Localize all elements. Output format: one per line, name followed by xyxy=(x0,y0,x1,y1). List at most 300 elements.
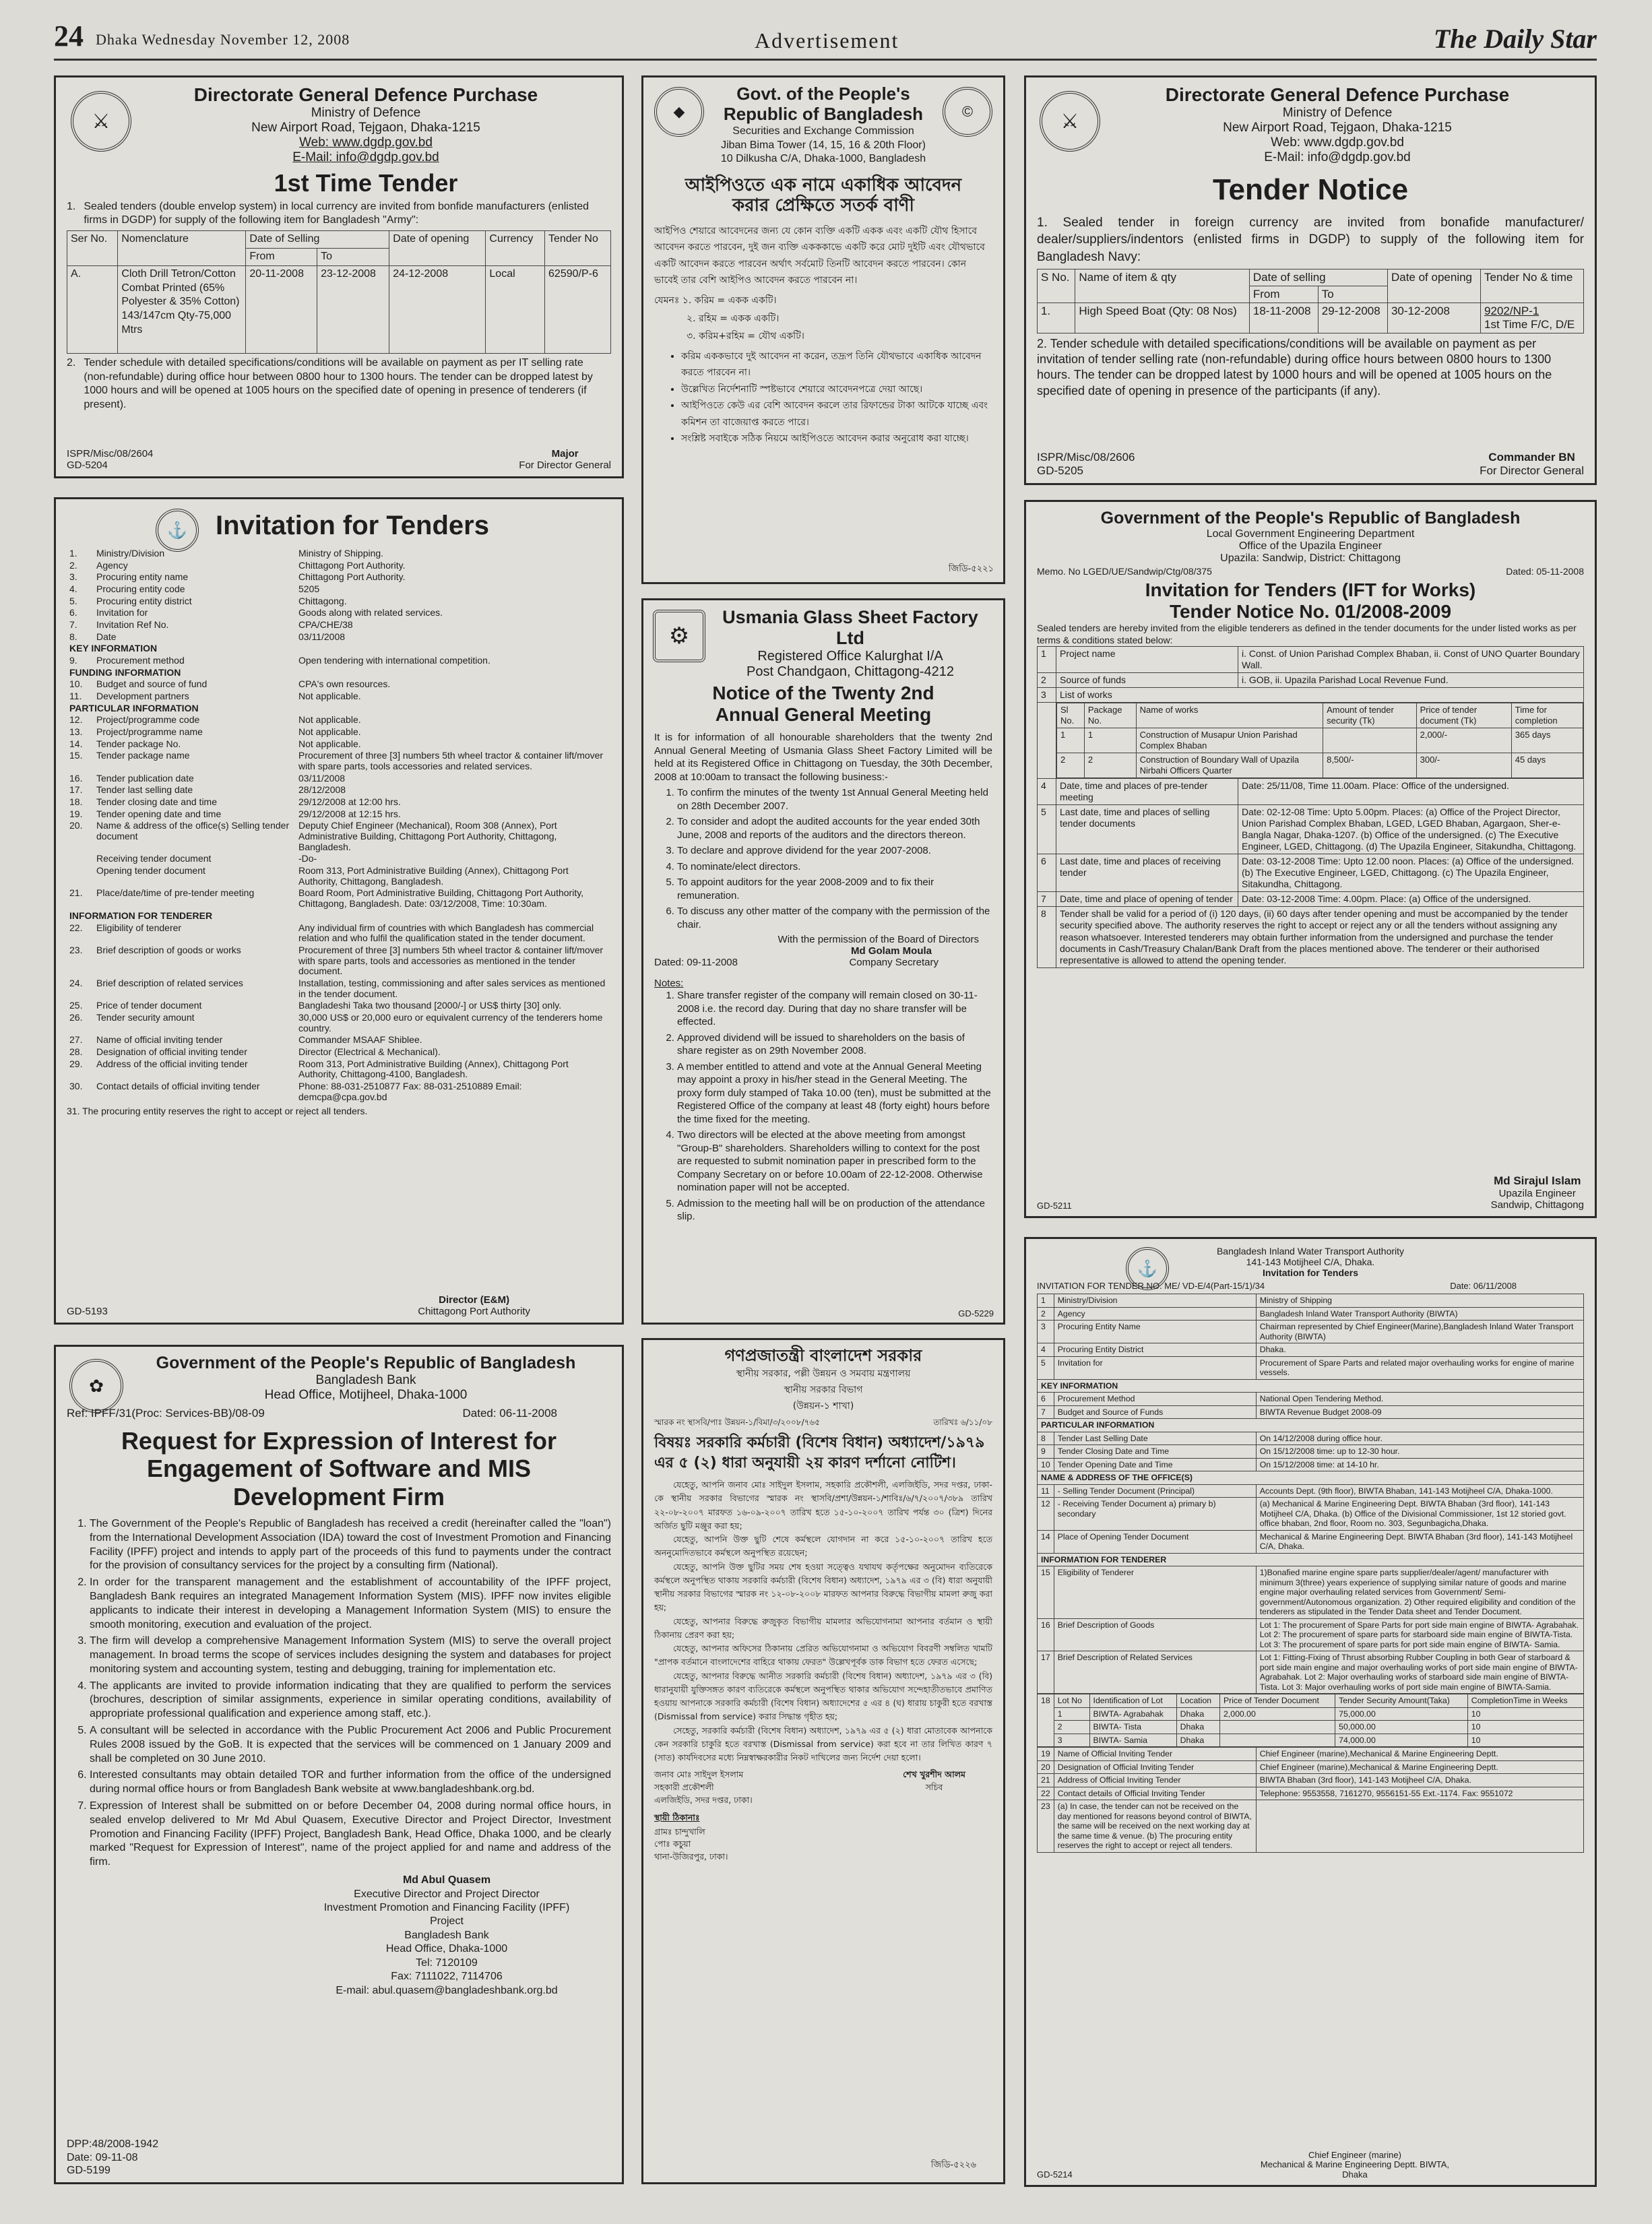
row-label: Agency xyxy=(96,559,128,571)
signatory-title: সচিব xyxy=(925,1782,943,1793)
eoi-item: 3. The firm will develop a comprehensive Management Information System (MIS) to serve the overall project management. In broad terms the scope of services includes designing the system and databases for project monitoring system and accounting system, testing and debugging, training for implementation etc. xyxy=(90,1634,611,1676)
th: Amount of tender security (Tk) xyxy=(1323,703,1417,728)
table-row xyxy=(1038,1343,1584,1357)
row-number: 4 xyxy=(1038,1343,1054,1357)
bangla-bullets xyxy=(654,348,992,447)
ad-sec-warning xyxy=(641,75,1005,584)
ad-footer xyxy=(1037,1164,1584,1211)
td: 5 xyxy=(1038,804,1056,854)
signatory-place: Sandwip, Chittagong xyxy=(1490,1199,1584,1211)
row-value: Installation, testing, commissioning and after sales services as mentioned in the tender document. xyxy=(298,977,606,999)
bangladesh-emblem-icon: ✿ xyxy=(69,1359,123,1413)
row-value: 28/12/2008 xyxy=(298,784,346,796)
ad-bb-eoi xyxy=(54,1345,624,2184)
sec-logo-icon: © xyxy=(943,87,992,137)
td: 8 xyxy=(1038,907,1056,967)
bullet: • উল্লেখিত নির্দেশনাটি স্পষ্টভাবে শেয়ারে আবেদনপত্রে দেয়া আছে। xyxy=(681,381,992,398)
row-label: Tender Opening Date and Time xyxy=(1054,1458,1256,1471)
table-row xyxy=(67,887,611,910)
row-value: On 14/12/2008 during office hour. xyxy=(1256,1432,1583,1445)
row-number: 22 xyxy=(1038,1787,1054,1800)
row-number: 8. xyxy=(69,631,77,642)
row-label: Place of Opening Tender Document xyxy=(1054,1530,1256,1553)
td: i. GOB, ii. Upazila Parishad Local Revenue Fund. xyxy=(1238,673,1584,688)
table-row xyxy=(67,1046,611,1058)
table-row xyxy=(1038,1405,1584,1419)
th: To xyxy=(317,248,389,265)
row-label: Development partners xyxy=(96,691,189,702)
table-row xyxy=(1038,1553,1584,1566)
row-number: 28. xyxy=(69,1046,83,1057)
table-row xyxy=(1038,1651,1584,1694)
row-label: Tender publication date xyxy=(96,772,194,784)
row-value: Room 313, Port Administrative Building (Annex), Chittagong Port Authority, Chittagong-4100, Bangladesh. xyxy=(298,1058,569,1080)
row-number: 10. xyxy=(69,678,83,690)
sig-line: Head Office, Dhaka-1000 xyxy=(385,1943,508,1955)
ad-cpa-invitation-tenders xyxy=(54,497,624,1325)
row-value: Room 313, Port Administrative Building (Annex), Chittagong Port Authority, Chittagong, Bangladesh. xyxy=(298,865,569,887)
recipient-line: এলজিইডি, সদর দপ্তর, ঢাকা। xyxy=(654,1794,753,1805)
table-row xyxy=(1038,1774,1584,1787)
ad-heading: Request for Expression of Interest for xyxy=(121,1426,557,1455)
notice-para: যেহেতু, আপনার বিরুদ্ধে রুজুকৃত বিভাগীয় মামলার অভিযোগনামা আপনার বর্তমান ও স্থায়ী ঠিকানায় প্রেরণ করা হয়; xyxy=(654,1616,992,1640)
section-heading: PARTICULAR INFORMATION xyxy=(1038,1419,1584,1432)
ad-title: Directorate General Defence Purchase xyxy=(193,84,538,105)
row-number: 10 xyxy=(1038,1458,1054,1471)
th: From xyxy=(246,248,317,265)
note-item: 4. Two directors will be elected at the above meeting from amongst "Group-B" shareholders. Shareholders willing to context for the post are requested to submit nomination paper in prescribed form to the Company Secretary on or before 10.00am of 22-12-2008. Otherwise nomination paper will not be accepted. xyxy=(677,1129,992,1195)
row-value: Bangladesh Inland Water Transport Authority (BIWTA) xyxy=(1256,1307,1583,1321)
row-value: -Do- xyxy=(298,853,317,864)
invitation-no: INVITATION FOR TENDER NO. ME/ VD-E/4(Part-15/1)/34 xyxy=(1037,1281,1265,1291)
td: 24-12-2008 xyxy=(389,265,486,353)
row-label: Procuring entity code xyxy=(96,583,185,595)
example-line: ২. রহিম = একক একটি। xyxy=(687,313,780,324)
ad-footer xyxy=(67,2138,158,2177)
row-number: 12 xyxy=(1038,1498,1054,1531)
row-label: Tender package No. xyxy=(96,738,181,749)
section-heading: FUNDING INFORMATION xyxy=(69,666,181,678)
td: Dhaka xyxy=(1176,1734,1219,1747)
th: Date of Selling xyxy=(246,231,389,249)
row-value: Accounts Dept. (9th floor), BIWTA Bhaban, 141-143 Motijheel C/A, Dhaka-1000. xyxy=(1256,1484,1583,1498)
row-label: Tender closing date and time xyxy=(96,796,217,808)
row-number: 11. xyxy=(69,691,82,702)
row-number: 16 xyxy=(1038,1618,1054,1651)
ad-footer xyxy=(67,448,611,471)
th: Date of opening xyxy=(1387,269,1480,303)
section-heading: KEY INFORMATION xyxy=(69,643,158,654)
row-value: BIWTA Bhaban (3rd floor), 141-143 Motijheel C/A, Dhaka. xyxy=(1256,1774,1583,1787)
sig-line: Project xyxy=(430,1915,464,1928)
section-heading: INFORMATION FOR TENDERER xyxy=(1038,1553,1584,1566)
port-authority-logo-icon: ⚓ xyxy=(156,509,199,552)
row-label: Date xyxy=(96,631,117,642)
example-line: যেমনঃ ১. করিম = একক একটি। xyxy=(654,294,777,306)
table-row xyxy=(1038,1419,1584,1432)
table-row xyxy=(67,726,611,738)
td: 8,500/- xyxy=(1323,753,1417,777)
th: Price of tender document (Tk) xyxy=(1416,703,1511,728)
ad-line: Office of the Upazila Engineer xyxy=(1238,540,1383,552)
td: 3 xyxy=(1054,1734,1089,1747)
th: Date of opening xyxy=(389,231,486,266)
row-label: Tender Closing Date and Time xyxy=(1054,1445,1256,1459)
row-value: Any individual firm of countries with which Bangladesh has commercial relation and who fulfil the qualification stated in the tender document. xyxy=(298,922,594,944)
page-number: 24 xyxy=(54,20,84,53)
row-value: CPA/CHE/38 xyxy=(298,619,353,631)
dpp-no: DPP:48/2008-1942 xyxy=(67,2138,159,2151)
row-number: 5 xyxy=(1038,1356,1054,1379)
bullet: • করিম এককভাবে দুই আবেদন না করেন, তদ্রূপ তিনি যৌথভাবে একাধিক আবেদন করতে পারবেন না। xyxy=(681,348,992,381)
row-label: Opening tender document xyxy=(96,865,205,877)
sig-line: Bangladesh Bank xyxy=(404,1929,489,1941)
row-label: Procuring Entity District xyxy=(1054,1343,1256,1357)
bangla-heading: করার প্রেক্ষিতে সতর্ক বাণী xyxy=(732,195,914,216)
ad-title: Government of the People's Republic of Bangladesh xyxy=(1100,509,1521,528)
td: 23-12-2008 xyxy=(317,265,389,353)
sig-line: Executive Director and Project Director xyxy=(354,1888,540,1900)
table-row xyxy=(67,678,611,691)
table-row xyxy=(1038,1445,1584,1459)
signatory: Md Sirajul Islam xyxy=(1494,1174,1581,1187)
th: Lot No xyxy=(1054,1694,1089,1708)
td: 2 xyxy=(1054,1721,1089,1734)
row-number: 19 xyxy=(1038,1748,1054,1761)
tender-info-table xyxy=(67,548,611,1103)
row-value: Chittagong Port Authority. xyxy=(298,571,406,583)
ad-line: স্থানীয় সরকার, পল্লী উন্নয়ন ও সমবায় মন্ত্রণালয় xyxy=(736,1368,911,1379)
ad-web: Web: www.dgdp.gov.bd xyxy=(299,135,433,150)
ad-heading: Invitation for Tenders xyxy=(1262,1267,1359,1278)
bangla-body: আইপিও শেয়ারে আবেদনের জন্য যে কোন ব্যক্তি একটি একক এবং একটি যৌথ হিসাবে আবেদন করতে পারবেন, দুই জন ব্যক্তি একককাভে একটি করে মোট দুইটি এবং যৌথভাবে একটি আবেদন করতে পারবেন অর্থাৎ সর্বমোট তিনটি আবেদন করতে পারবেন। কোন ভাবেই তার বেশি আইপিও আবেদন করতে পারবেন না। xyxy=(654,225,985,286)
works-table xyxy=(1056,703,1583,777)
row-value: CPA's own resources. xyxy=(298,678,391,690)
table-row xyxy=(67,738,611,751)
th: S No. xyxy=(1038,269,1075,303)
th: To xyxy=(1318,286,1387,303)
row-label: Brief Description of Related Services xyxy=(1054,1651,1256,1694)
td: 2 xyxy=(1084,753,1136,777)
ad-line: Bangladesh Bank xyxy=(315,1372,416,1387)
th: Tender Security Amount(Taka) xyxy=(1335,1694,1468,1708)
signatory-title: For Director General xyxy=(519,459,611,471)
table-row xyxy=(1038,1787,1584,1800)
row-label: Receiving tender document xyxy=(96,853,212,864)
row-label: Eligibility of tenderer xyxy=(96,922,182,933)
row-value: Chief Engineer (marine),Mechanical & Marine Engineering Deptt. xyxy=(1256,1760,1583,1774)
table-row xyxy=(67,820,611,853)
ad-date: Dated: 06-11-2008 xyxy=(462,1406,557,1420)
gd-no: GD-5211 xyxy=(1037,1201,1072,1211)
table-row xyxy=(1038,1294,1584,1308)
notice-body xyxy=(654,1478,992,1765)
row-label: Procuring Entity Name xyxy=(1054,1321,1256,1343)
td: 20-11-2008 xyxy=(246,265,317,353)
row-label: Address of Official Inviting Tender xyxy=(1054,1774,1256,1787)
row-number xyxy=(67,865,94,887)
td: Date, time and places of pre-tender meeting xyxy=(1056,778,1238,804)
row-number: 11 xyxy=(1038,1484,1054,1498)
th: Tender No & time xyxy=(1481,269,1584,303)
th: Identification of Lot xyxy=(1089,1694,1176,1708)
row-number: 19. xyxy=(69,808,83,819)
td: Project name xyxy=(1056,647,1238,673)
row-label: Tender security amount xyxy=(96,1011,195,1023)
gd-no: GD-5204 xyxy=(67,459,108,471)
table-row xyxy=(1038,1471,1584,1485)
bangladesh-map-emblem-icon: ◆ xyxy=(654,87,704,137)
ad-para-text: Tender schedule with detailed specifications/conditions will be available on payment as per IT selling rate (non-refundable) during office hour between 0800 hour to 1300 hours. The tender can be dropped latest by 1000 hours and will be opened at 1005 hours on the specified date of opening in presence of tenderers (if present). xyxy=(84,356,593,411)
agenda-item: 1. To confirm the minutes of the twenty 1st Annual General Meeting held on 28th December 2007. xyxy=(677,786,992,813)
row-number: 9. xyxy=(69,655,77,666)
notice-subject: বিষয়ঃ সরকারি কর্মচারী (বিশেষ বিধান) অধ্যাদেশ/১৯৭৯ এর ৫ (২) ধারা অনুযায়ী ২য় কারণ দর্শানো নোটিশ। xyxy=(654,1434,985,1472)
recipient-line: সহকারী প্রকৌশলী xyxy=(654,1782,714,1793)
notes-list xyxy=(654,989,992,1224)
table-row xyxy=(67,667,611,679)
table-row xyxy=(67,945,611,978)
ad-biwta-tenders xyxy=(1024,1237,1597,2187)
row-value: Mechanical & Marine Engineering Dept. BIWTA Bhaban (3rd floor), 141-143 Motijheel C/A, Dhaka. xyxy=(1256,1530,1583,1553)
eoi-item: 7. Expression of Interest shall be submitted on or before December 04, 2008 during normal office hours, in sealed envelop delivered to Mr Md Abul Quasem, Executive Director and Project Director, Investment Promotion and Financing Facility (IPFF) Project, Bangladesh Bank, Head Office, Dhaka 1000, and be clearly marked "Request for Expression of Interest", name of the project applied for and name and address of the firm. xyxy=(90,1800,611,1870)
section-heading: INFORMATION FOR TENDERER xyxy=(69,910,213,921)
ad-date: তারিখঃ ৬/১১/০৮ xyxy=(933,1417,992,1427)
row-number: 6 xyxy=(1038,1393,1054,1406)
row-number: 30. xyxy=(69,1080,83,1091)
td: 1 xyxy=(1054,1707,1089,1721)
table-row xyxy=(1038,1321,1584,1343)
table-row xyxy=(67,978,611,1000)
row-number: 17. xyxy=(69,784,83,796)
table-row xyxy=(67,691,611,703)
table-row xyxy=(1038,1393,1584,1406)
td: 3 xyxy=(1038,688,1056,703)
td: Date, time and place of opening of tender xyxy=(1056,892,1238,907)
bullet: • সংশ্লিষ্ট সবাইকে সঠিক নিয়মে আইপিওতে আবেদন করার অনুরোধ করা যাচ্ছে। xyxy=(681,431,992,447)
ad-title: Government of the People's Republic of Bangladesh xyxy=(156,1354,576,1372)
agenda-item: 5. To appoint auditors for the year 2008-2009 and to fix their remuneration. xyxy=(677,876,992,902)
table-row xyxy=(67,910,611,922)
td: 1 xyxy=(1038,647,1056,673)
ad-heading: Annual General Meeting xyxy=(715,704,932,726)
signatory-title: Upazila Engineer xyxy=(1498,1188,1576,1199)
table-row xyxy=(67,1034,611,1046)
ad-line: Head Office, Motijheel, Dhaka-1000 xyxy=(264,1387,468,1402)
row-value: BIWTA Revenue Budget 2008-09 xyxy=(1256,1405,1583,1419)
row-value: Goods along with related services. xyxy=(298,607,443,618)
td: Last date, time and places of selling tender documents xyxy=(1056,804,1238,854)
signatory: Major xyxy=(551,448,579,459)
ad-footer xyxy=(1037,451,1584,478)
issue-date: Dhaka Wednesday November 12, 2008 xyxy=(96,31,350,48)
td xyxy=(1219,1721,1335,1734)
td: BIWTA- Tista xyxy=(1089,1721,1176,1734)
table-row xyxy=(1038,1432,1584,1445)
td: BIWTA- Samia xyxy=(1089,1734,1176,1747)
td: 365 days xyxy=(1511,728,1583,753)
td: Construction of Musapur Union Parishad Complex Bhaban xyxy=(1136,728,1323,753)
gear-logo-icon: ⚙ xyxy=(653,610,705,662)
row-number: 9 xyxy=(1038,1445,1054,1459)
row-number: 3 xyxy=(1038,1321,1054,1343)
address-line: গ্রামঃ চান্দুখালি xyxy=(654,1826,705,1837)
notice-para: যেহেতু, আপনার বিরুদ্ধে আনীত সরকারি কর্মচারী (বিশেষ বিধান) অধ্যাদেশ, ১৯৭৯ এর ৩ (বি) ধারানুযায়ী যুক্তিসঙ্গত কারণ ব্যতিরেকে কর্মস্থলে অনুপস্থিত থাকার অভিযোগ সন্দেহাতীতভাবে প্রমাণিত হওয়ায় আপনাকে সরকারি কর্মচারী (বিশেষ বিধান) অধ্যাদেশের ৫ এর ৪ (ঘ) ধারায় চাকুরী হতে বরখাস্ত (Dismissal from service) করার সিদ্ধান্ত গৃহীত হয়; xyxy=(654,1670,992,1722)
td: 30-12-2008 xyxy=(1387,303,1480,333)
ad-date: Date: 09-11-08 xyxy=(67,2151,138,2163)
row-value: Procurement of three [3] numbers 5th wheel tractor & container lift/mover with spare parts, tools accessories and related services. xyxy=(298,750,604,772)
td: 50,000.00 xyxy=(1335,1721,1468,1734)
row-label: Brief description of related services xyxy=(96,977,243,988)
board-permission: With the permission of the Board of Directors xyxy=(777,934,979,946)
row-value: 29/12/2008 at 12:00 hrs. xyxy=(298,796,401,808)
ad-para-text: Sealed tenders (double envelop system) in local currency are invited from bonfide manufacturers (enlisted firms in DGDP) for supply of the following item for Bangladesh "Army": xyxy=(84,200,590,226)
gd-no: GD-5214 xyxy=(1037,2169,1073,2180)
td: Source of funds xyxy=(1056,673,1238,688)
eoi-list xyxy=(67,1517,611,1870)
address-label: স্থায়ী ঠিকানাঃ xyxy=(654,1812,700,1822)
row-number: 7 xyxy=(1038,1405,1054,1419)
ad-line: Local Government Engineering Department xyxy=(1206,528,1415,540)
example-line: ৩. করিম+রহিম = যৌথ একটি। xyxy=(687,331,804,342)
th: Time for completion xyxy=(1511,703,1583,728)
ref-no: ISPR/Misc/08/2604 xyxy=(67,448,154,459)
row-number: 20. xyxy=(69,820,83,831)
memo-no: স্মারক নং স্থাসবি/পাঃ উন্নয়ন-১/বিমা/৩/২০০৮/৭৬৫ xyxy=(654,1417,821,1427)
td: High Speed Boat (Qty: 08 Nos) xyxy=(1075,303,1249,333)
row-number: 20 xyxy=(1038,1760,1054,1774)
row-value: Lot 1: The procurement of Spare Parts for port side main engine of BIWTA- Agrabahak. Lot 2: The procurement of spare parts for starboard side main engine of BIWTA-Tista. Lot 3: The procurement of spare parts for port side main engine of BIWTA- Samia. xyxy=(1256,1618,1583,1651)
row-number: 14. xyxy=(69,738,83,749)
row-label: Place/date/time of pre-tender meeting xyxy=(96,887,255,899)
row-number: 1. xyxy=(69,548,77,559)
ad-line: Registered Office Kalurghat I/A xyxy=(757,649,943,664)
ad-line: New Airport Road, Tejgaon, Dhaka-1215 xyxy=(1223,121,1452,135)
row-number: 29. xyxy=(69,1058,83,1069)
row-number: 2 xyxy=(1038,1307,1054,1321)
row-value: On 15/12/2008 time: up to 12-30 hour. xyxy=(1256,1445,1583,1459)
td: Dhaka xyxy=(1176,1707,1219,1721)
td: Last date, time and places of receiving tender xyxy=(1056,854,1238,892)
table-row xyxy=(67,560,611,572)
ad-dgdp-navy-tender xyxy=(1024,75,1597,485)
row-value: 03/11/2008 xyxy=(298,631,346,642)
ad-line: 141-143 Motijheel C/A, Dhaka. xyxy=(1246,1257,1375,1267)
table-row xyxy=(1038,1800,1584,1853)
masthead xyxy=(54,19,1597,61)
table-row xyxy=(1038,1484,1584,1498)
row-value xyxy=(1256,1800,1583,1853)
ad-heading: 1st Time Tender xyxy=(274,169,458,197)
row-value: National Open Tendering Method. xyxy=(1256,1393,1583,1406)
td: Date: 03-12-2008 Time: 4.00pm. Place: (a) Office of the undersigned. xyxy=(1238,892,1584,907)
row-value: Open tendering with international competition. xyxy=(298,655,490,666)
agenda-item: 6. To discuss any other matter of the company with the permission of the chair. xyxy=(677,905,992,931)
row-number: 16. xyxy=(69,772,83,784)
gd-no: GD-5205 xyxy=(1037,464,1083,477)
td: 2 xyxy=(1038,673,1056,688)
row-label: Procuring entity name xyxy=(96,571,189,583)
signatory: Director (E&M) xyxy=(439,1294,510,1306)
ad-line: Jiban Bima Tower (14, 15, 16 & 20th Floor) xyxy=(721,139,926,151)
row-label: Brief description of goods or works xyxy=(96,944,241,955)
row-number: 15 xyxy=(1038,1566,1054,1619)
row-value: 5205 xyxy=(298,583,320,595)
row-value: Ministry of Shipping xyxy=(1256,1294,1583,1308)
table-row xyxy=(1038,1748,1584,1761)
ref-no: ISPR/Misc/08/2606 xyxy=(1037,451,1135,464)
row-number: 23 xyxy=(1038,1800,1054,1853)
sig-line: Tel: 7120109 xyxy=(416,1957,478,1969)
signatory-title: Mechanical & Marine Engineering Deptt. BIWTA, xyxy=(1260,2159,1449,2170)
address-line: থানা-উজিরপুর, ঢাকা। xyxy=(654,1851,728,1862)
ift-table xyxy=(1037,646,1584,968)
td: 45 days xyxy=(1511,753,1583,777)
row-number: 13. xyxy=(69,726,83,738)
gd-no: GD-5229 xyxy=(958,1308,994,1318)
row-label: Address of the official inviting tender xyxy=(96,1058,248,1069)
td: Date: 25/11/08, Time 11.00am. Place: Office of the undersigned. xyxy=(1238,778,1584,804)
td: 62590/P-6 xyxy=(545,265,611,353)
td: 2 xyxy=(1057,753,1085,777)
td: Cloth Drill Tetron/Cotton Combat Printed (65% Polyester & 35% Cotton) 143/147cm Qty-75,000 Mtrs xyxy=(118,265,246,353)
ad-para: 2. Tender schedule with detailed specifications/conditions will be available on payment as per IT selling rate (non-refundable) during office hour between 0800 hour to 1300 hours. The tender can be dropped latest by 1000 hours and will be opened at 1005 hours on the specified date of opening in presence of tenderers (if present). xyxy=(67,356,611,412)
th: From xyxy=(1249,286,1318,303)
row-number: 27. xyxy=(69,1034,83,1046)
bullet: • আইপিওতে কেউ এর বেশি আবেদন করলে তার রিফান্ডের টাকা আটকে যাচ্ছে এবং কমিশন তা বাজেয়াপ্ত করতে পারে। xyxy=(681,398,992,431)
table-row xyxy=(67,714,611,726)
td: 74,000.00 xyxy=(1335,1734,1468,1747)
row-label: Price of tender document xyxy=(96,1000,202,1011)
eoi-item: 1. The Government of the People's Republic of Bangladesh has received a credit (hereinafter called the "loan") from the International Development Association (IDA) toward the cost of Investment Promotion and Financing Facility (IPFF) project and intends to apply part of the proceeds of this fund to payments under the contract for the provision of consultancy services for the project by a consulting firm (National). xyxy=(90,1517,611,1573)
ad-line: Bangladesh Inland Water Transport Authority xyxy=(1216,1246,1405,1257)
row-label: Designation of Official Inviting Tender xyxy=(1054,1760,1256,1774)
signatory-title: Company Secretary xyxy=(849,957,939,969)
eoi-item: 5. A consultant will be selected in accordance with the Public Procurement Act 2006 and Public Procurement Rules 2008 issued by the GoB. It is expected that the services will be commenced on 1 January 2009 and shall be completed on 30 June 2010. xyxy=(90,1724,611,1766)
ad-email: E-Mail: info@dgdp.gov.bd xyxy=(1264,150,1411,165)
section-title: Advertisement xyxy=(755,28,899,53)
bangla-examples xyxy=(654,292,992,346)
td: 29-12-2008 xyxy=(1318,303,1387,333)
ad-usmania-agm xyxy=(641,598,1005,1325)
row-number: 22. xyxy=(69,922,83,933)
td: 6 xyxy=(1038,854,1056,892)
table-row xyxy=(67,808,611,821)
row-label: Budget and source of fund xyxy=(96,678,208,690)
ad-date: Dated: 05-11-2008 xyxy=(1506,565,1584,577)
eoi-item: 6. Interested consultants may obtain detailed TOR and further information from the office of the undersigned during normal office hours or from Bangladesh Bank website at www.bangladeshbank.org.bd. xyxy=(90,1769,611,1797)
row-value: Bangladeshi Taka two thousand [2000/-] or US$ thirty [30] only. xyxy=(298,1000,562,1011)
row-label: Tender package name xyxy=(96,750,190,761)
address-line: পোঃ কচুয়া xyxy=(654,1839,691,1849)
ad-web: Web: www.dgdp.gov.bd xyxy=(1271,135,1404,150)
row-label: Project/programme name xyxy=(96,726,203,738)
table-row xyxy=(67,703,611,715)
ad-date: Date: 06/11/2008 xyxy=(1450,1281,1517,1291)
ad-dgdp-1st-tender xyxy=(54,75,624,478)
row-number: 25. xyxy=(69,1000,83,1011)
ad-email: E-Mail: info@dgdp.gov.bd xyxy=(292,150,439,165)
row-value: Not applicable. xyxy=(298,691,361,702)
row-value: Board Room, Port Administrative Building, Chittagong Port Authority, Chittagong, Bangladesh. Date: 03/12/2008, Time: 10:30am. xyxy=(298,887,584,910)
note-item: 5. Admission to the meeting hall will be on production of the attendance slip. xyxy=(677,1197,992,1224)
td: Local xyxy=(486,265,545,353)
row-number: 21. xyxy=(69,887,83,899)
table-row xyxy=(1038,1530,1584,1553)
row-number: 6. xyxy=(69,607,77,618)
sig-line: Fax: 7111022, 7114706 xyxy=(391,1971,503,1983)
ad-para: 1. Sealed tenders (double envelop system) in local currency are invited from bonfide manufacturers (enlisted firms in DGDP) for supply of the following item for Bangladesh "Army": xyxy=(67,200,611,228)
table-row xyxy=(67,865,611,887)
